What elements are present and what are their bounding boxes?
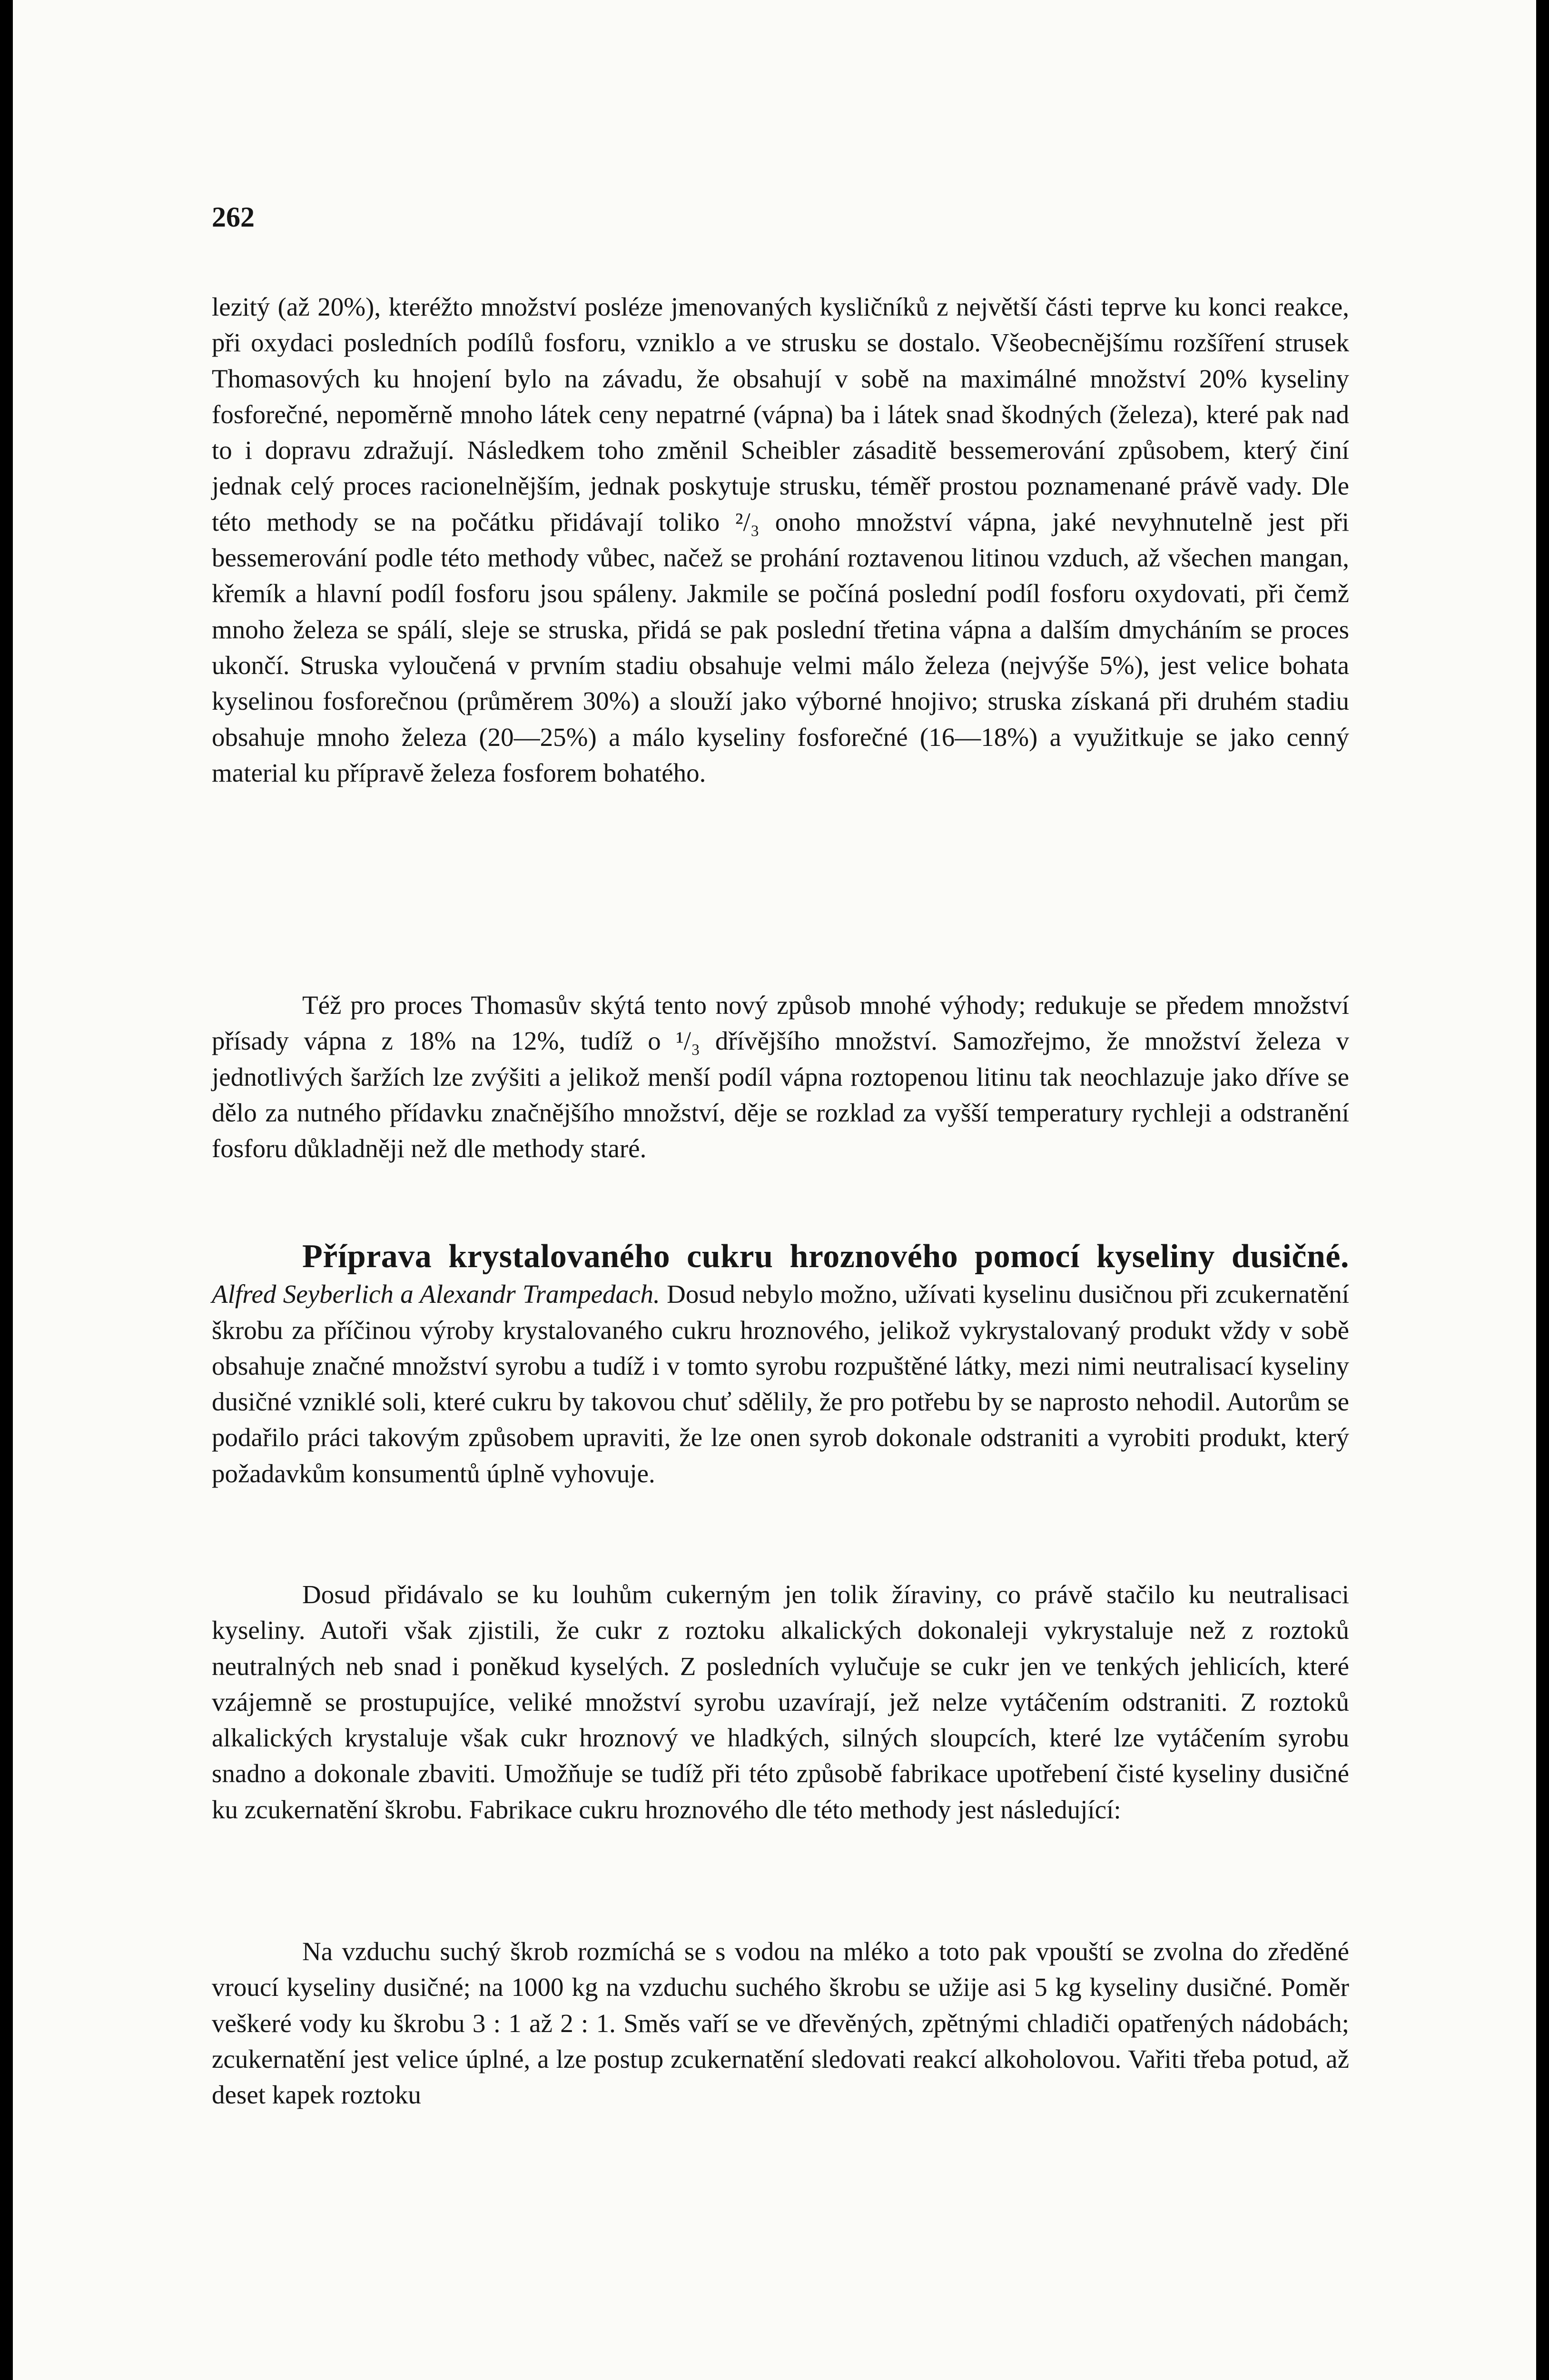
thomas-process-text: Též pro proces Thomasův skýtá tento nový způsob mnohé výhody; redukuje se předem množství přísady vápna z 18% na 12%, tudíž o ¹/₃ dřívějšího množství. Samozřejmo, že množství železa v jednotlivých šaržích lze zvýšiti a jelikož menší podíl vápna roztopenou litinu tak neochlazuje jako dříve se dělo za nutného přídavku značnějšího množství, děje se rozklad za vyšší temperatury rychleji a odstranění fosforu důkladněji než dle methody staré. xyxy=(212,991,1349,1163)
procedure-paragraph xyxy=(212,1934,1349,2112)
page-number: 262 xyxy=(212,201,255,233)
article-authors: Alfred Seyberlich a Alexandr Trampedach. xyxy=(212,1279,660,1309)
procedure-text: Na vzduchu suchý škrob rozmíchá se s vodou na mléko a toto pak vpouští se zvolna do zředěné vroucí kyseliny dusičné; na 1000 kg na vzduchu suchého škrobu se užije asi 5 kg kyseliny dusičné. Poměr veškeré vody ku škrobu 3 : 1 až 2 : 1. Směs vaří se ve dřevěných, zpětnými chladiči opatřených nádobách; zcukernatění jest velice úplné, a lze postup zcukernatění sledovati reakcí alkoholovou. Vařiti třeba potud, až deset kapek roztoku xyxy=(212,1937,1349,2110)
article-intro: Dosud nebylo možno, užívati kyselinu dusičnou při zcukernatění škrobu za příčinou výroby krystalovaného cukru hroznového, jelikož vykrystalovaný produkt vždy v sobě obsahuje značné množství syrobu a tudíž i v tomto syrobu rozpuštěné látky, mezi nimi neutralisací kyseliny dusičné vzniklé soli, které cukru by takovou chuť sdělily, že pro potřebu by se naprosto nehodil. Autorům se podařilo práci takovým způsobem upraviti, že lze onen syrob dokonale odstraniti a vyrobiti produkt, který požadavkům konsumentů úplně vyhovuje. xyxy=(212,1279,1350,1488)
thomas-process-paragraph xyxy=(212,987,1349,1166)
alkaline-paragraph xyxy=(212,1577,1349,1827)
article-title: Příprava krystalovaného cukru hroznového pomocí kyseliny dusičné. xyxy=(302,1238,1349,1275)
article-heading-paragraph xyxy=(212,1239,1349,1491)
article-section xyxy=(212,1239,1349,1491)
continuation-paragraph xyxy=(212,289,1349,791)
continuation-text: lezitý (až 20%), kteréžto množství posléze jmenovaných kysličníků z největší části teprve ku konci reakce, při oxydaci posledních podílů fosforu, vzniklo a ve strusku se dostalo. Všeobecnějšímu rozšíření strusek Thomasových ku hnojení bylo na závadu, že obsahují v sobě na maximálné množství 20% kyseliny fosforečné, nepoměrně mnoho látek ceny nepatrné (vápna) ba i látek snad škodných (železa), které pak nad to i dopravu zdražují. Následkem toho změnil Scheibler zásaditě bessemerování způsobem, který činí jednak celý proces racionelnějším, jednak poskytuje strusku, téměř prostou poznamenané právě vady. Dle této methody se na počátku přidávají toliko ²/₃ onoho množství vápna, jaké nevyhnutelně jest při bessemerování podle této methody vůbec, načež se prohání roztavenou litinou vzduch, až všechen mangan, křemík a hlavní podíl fosforu jsou spáleny. Jakmile se počíná poslední podíl fosforu oxydovati, při čemž mnoho železa se spálí, sleje se struska, přidá se pak poslední třetina vápna a dalším dmycháním se proces ukončí. Struska vyloučená v prvním stadiu obsahuje velmi málo železa (nejvýše 5%), jest velice bohata kyselinou fosforečnou (průměrem 30%) a slouží jako výborné hnojivo; struska získaná při druhém stadiu obsahuje mnoho železa (20—25%) a málo kyseliny fosforečné (16—18%) a využitkuje se jako cenný material ku přípravě železa fosforem bohatého. xyxy=(212,292,1349,787)
alkaline-text: Dosud přidávalo se ku louhům cukerným jen tolik žíraviny, co právě stačilo ku neutralisaci kyseliny. Autoři však zjistili, že cukr z roztoku alkalických dokonaleji vykrystaluje než z roztoků neutralných neb snad i poněkud kyselých. Z posledních vylučuje se cukr jen ve tenkých jehlicích, které vzájemně se prostupujíce, veliké množství syrobu uzavírají, jež nelze vytáčením odstraniti. Z roztoků alkalických krystaluje však cukr hroznový ve hladkých, silných sloupcích, které lze vytáčením syrobu snadno a dokonale zbaviti. Umožňuje se tudíž při této způsobě fabrikace upotřebení čisté kyseliny dusičné ku zcukernatění škrobu. Fabrikace cukru hroznového dle této methody jest následující: xyxy=(212,1580,1349,1824)
